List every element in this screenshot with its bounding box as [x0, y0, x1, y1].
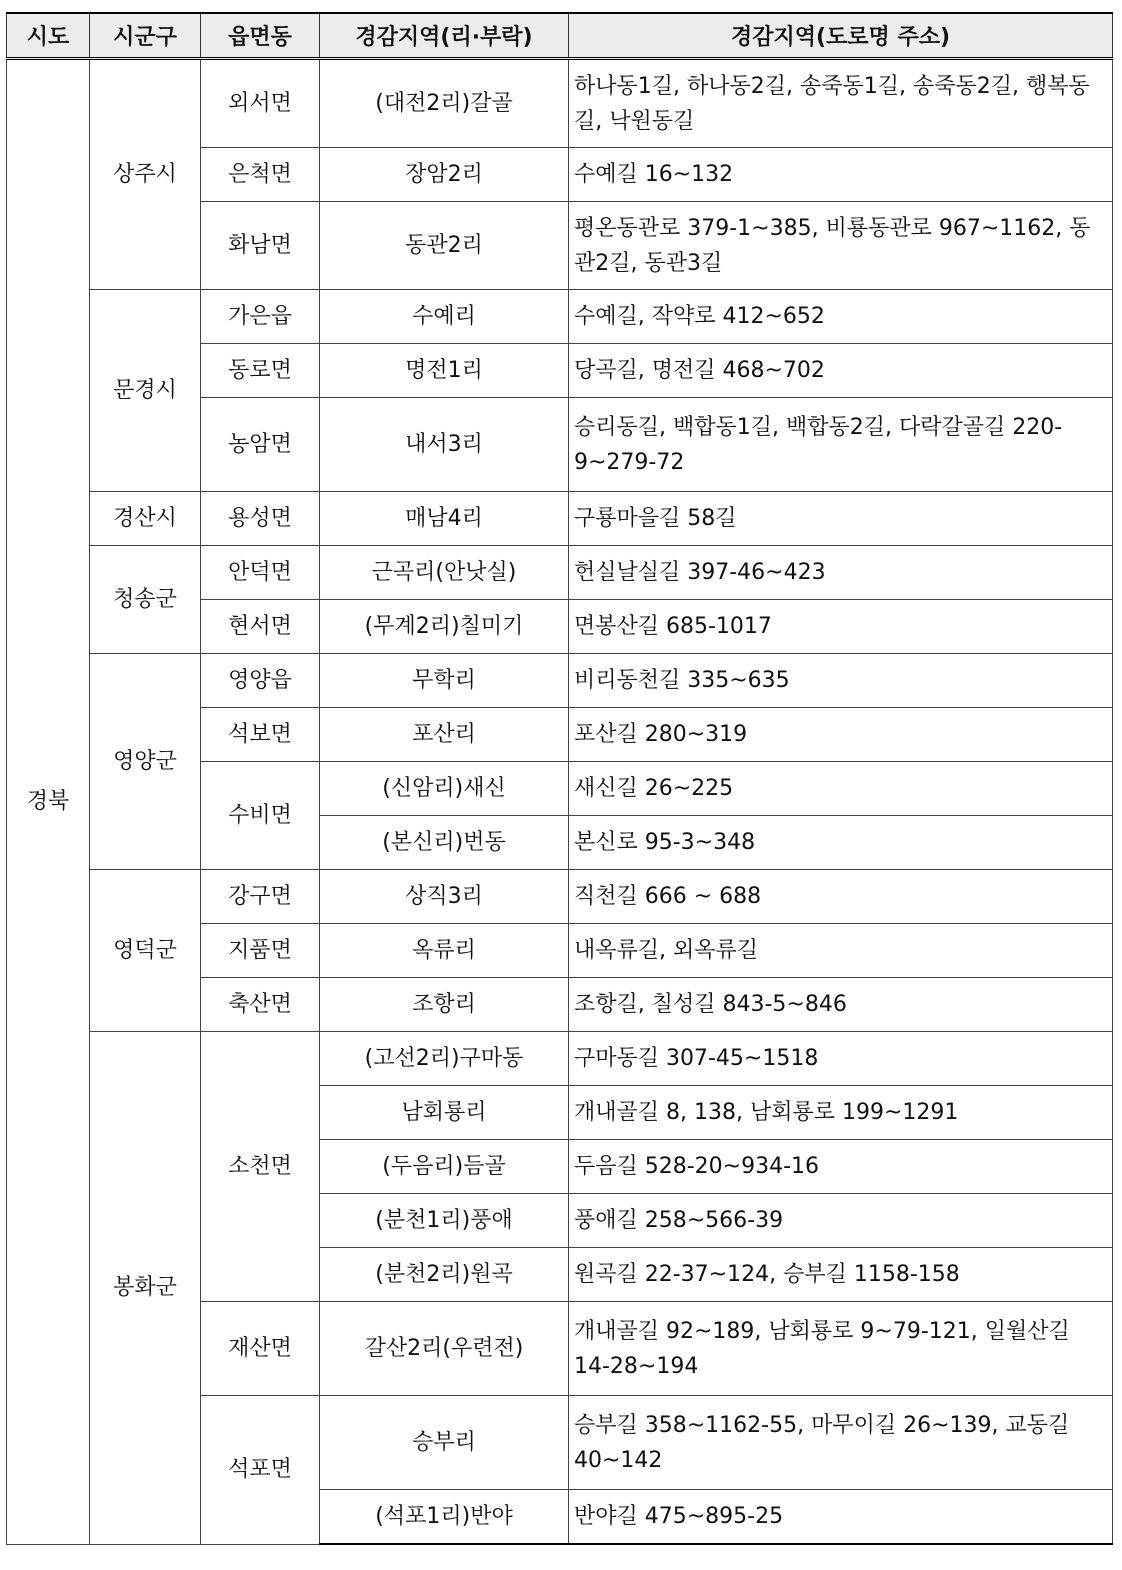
address-cell: 면봉산길 685-1017 [569, 600, 1113, 654]
address-cell: 직천길 666 ~ 688 [569, 870, 1113, 924]
address-cell: 내옥류길, 외옥류길 [569, 924, 1113, 978]
address-cell: 하나동1길, 하나동2길, 송죽동1길, 송죽동2길, 행복동길, 낙원동길 [569, 59, 1113, 148]
eup-cell: 석보면 [201, 708, 320, 762]
village-cell: 조항리 [320, 978, 569, 1032]
eup-cell: 화남면 [201, 202, 320, 290]
table-row [7, 59, 1113, 148]
village-cell: (본신리)번동 [320, 816, 569, 870]
sigungu-cell: 경산시 [90, 492, 201, 546]
reduction-area-table [6, 12, 1113, 1545]
village-cell: 남회룡리 [320, 1086, 569, 1140]
address-cell: 개내골길 92~189, 남회룡로 9~79-121, 일월산길 14-28~194 [569, 1302, 1113, 1396]
sigungu-cell: 청송군 [90, 546, 201, 654]
eup-cell: 농암면 [201, 398, 320, 492]
address-cell: 평온동관로 379-1~385, 비룡동관로 967~1162, 동관2길, 동관3길 [569, 202, 1113, 290]
address-cell: 승리동길, 백합동1길, 백합동2길, 다락갈골길 220-9~279-72 [569, 398, 1113, 492]
header-sido: 시도 [7, 13, 90, 59]
eup-cell: 강구면 [201, 870, 320, 924]
village-cell: (대전2리)갈골 [320, 59, 569, 148]
address-cell: 두음길 528-20~934-16 [569, 1140, 1113, 1194]
village-cell: (분천1리)풍애 [320, 1194, 569, 1248]
village-cell: 명전1리 [320, 344, 569, 398]
address-cell: 수예길 16~132 [569, 148, 1113, 202]
village-cell: 근곡리(안낫실) [320, 546, 569, 600]
eup-cell: 지품면 [201, 924, 320, 978]
village-cell: (고선2리)구마동 [320, 1032, 569, 1086]
village-cell: (석포1리)반야 [320, 1490, 569, 1545]
village-cell: 동관2리 [320, 202, 569, 290]
address-cell: 조항길, 칠성길 843-5~846 [569, 978, 1113, 1032]
address-cell: 당곡길, 명전길 468~702 [569, 344, 1113, 398]
sigungu-cell: 문경시 [90, 290, 201, 492]
eup-cell: 동로면 [201, 344, 320, 398]
village-cell: (두음리)듬골 [320, 1140, 569, 1194]
address-cell: 원곡길 22-37~124, 승부길 1158-158 [569, 1248, 1113, 1302]
eup-cell: 가은읍 [201, 290, 320, 344]
village-cell: (무계2리)칠미기 [320, 600, 569, 654]
village-cell: 무학리 [320, 654, 569, 708]
address-cell: 풍애길 258~566-39 [569, 1194, 1113, 1248]
address-cell: 구마동길 307-45~1518 [569, 1032, 1113, 1086]
header-sigungu: 시군구 [90, 13, 201, 59]
address-cell: 비리동천길 335~635 [569, 654, 1113, 708]
table-row [7, 290, 1113, 344]
table-row [7, 870, 1113, 924]
eup-cell: 용성면 [201, 492, 320, 546]
header-road-address: 경감지역(도로명 주소) [569, 13, 1113, 59]
eup-cell: 축산면 [201, 978, 320, 1032]
sigungu-cell: 영덕군 [90, 870, 201, 1032]
address-cell: 수예길, 작약로 412~652 [569, 290, 1113, 344]
table-row [7, 492, 1113, 546]
eup-cell: 은척면 [201, 148, 320, 202]
address-cell: 개내골길 8, 138, 남회룡로 199~1291 [569, 1086, 1113, 1140]
village-cell: 포산리 [320, 708, 569, 762]
address-cell: 본신로 95-3~348 [569, 816, 1113, 870]
eup-cell: 소천면 [201, 1032, 320, 1302]
sido-cell: 경북 [7, 59, 90, 1545]
sigungu-cell: 영양군 [90, 654, 201, 870]
eup-cell: 안덕면 [201, 546, 320, 600]
address-cell: 반야길 475~895-25 [569, 1490, 1113, 1545]
village-cell: 매남4리 [320, 492, 569, 546]
village-cell: 내서3리 [320, 398, 569, 492]
address-cell: 헌실날실길 397-46~423 [569, 546, 1113, 600]
village-cell: 장암2리 [320, 148, 569, 202]
village-cell: 옥류리 [320, 924, 569, 978]
header-eupmyeondong: 읍면동 [201, 13, 320, 59]
eup-cell: 석포면 [201, 1396, 320, 1545]
eup-cell: 외서면 [201, 59, 320, 148]
village-cell: (분천2리)원곡 [320, 1248, 569, 1302]
eup-cell: 영양읍 [201, 654, 320, 708]
table-row [7, 1032, 1113, 1086]
address-cell: 구룡마을길 58길 [569, 492, 1113, 546]
eup-cell: 재산면 [201, 1302, 320, 1396]
table-header-row [7, 13, 1113, 59]
sigungu-cell: 상주시 [90, 59, 201, 290]
header-village: 경감지역(리·부락) [320, 13, 569, 59]
village-cell: 수예리 [320, 290, 569, 344]
address-cell: 새신길 26~225 [569, 762, 1113, 816]
table-row [7, 546, 1113, 600]
address-cell: 승부길 358~1162-55, 마무이길 26~139, 교동길 40~142 [569, 1396, 1113, 1490]
address-cell: 포산길 280~319 [569, 708, 1113, 762]
village-cell: 승부리 [320, 1396, 569, 1490]
sigungu-cell: 봉화군 [90, 1032, 201, 1545]
eup-cell: 현서면 [201, 600, 320, 654]
eup-cell: 수비면 [201, 762, 320, 870]
village-cell: (신암리)새신 [320, 762, 569, 816]
village-cell: 갈산2리(우련전) [320, 1302, 569, 1396]
village-cell: 상직3리 [320, 870, 569, 924]
table-row [7, 654, 1113, 708]
document-page [6, 12, 1112, 1545]
